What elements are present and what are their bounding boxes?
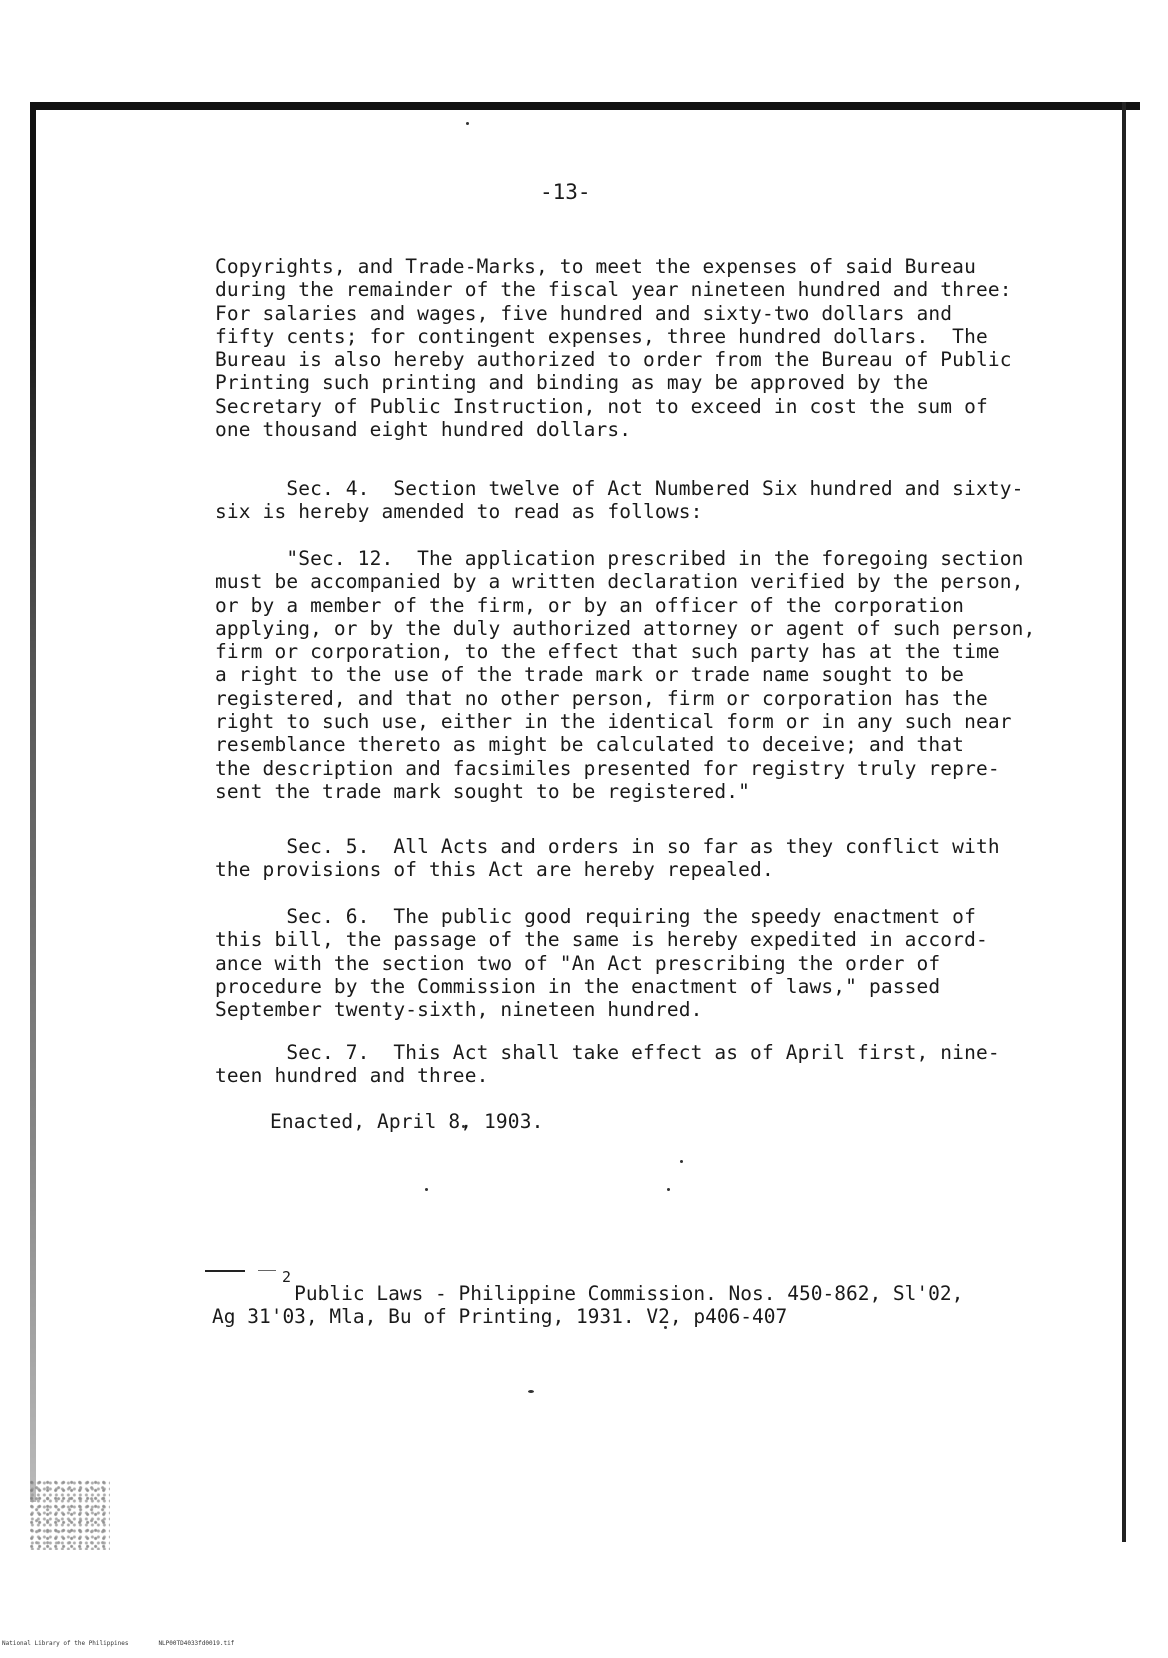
scan-dot bbox=[680, 1160, 683, 1163]
footer-filename: NLP00TD4033fd0019.tif bbox=[158, 1640, 235, 1647]
enactment-date: Enacted, April 8, 1903. bbox=[270, 1110, 544, 1133]
page-border-right bbox=[1122, 102, 1126, 1542]
scan-dot bbox=[667, 1188, 670, 1191]
paragraph-section-12-quote: "Sec. 12. The application prescribed in the foregoing section must be accompanied by a written declaration verified by the person, or by a member of the firm, or by an officer of the corporation applying, or by the duly authorized attorney or agent of such person, firm or corporation, to the effect that such party has at the time a right to the use of the trade mark or trade name sought to be registered, and that no other person, firm or corporation has the right to such use, either in the identical form or in any such near resemblance thereto as might be calculated to deceive; and that the description and facsimiles presented for registry truly repre- sent the trade mark sought to be registered." bbox=[215, 547, 1036, 803]
footnote-divider bbox=[205, 1270, 245, 1272]
paragraph-bureau-appropriation: Copyrights, and Trade-Marks, to meet the expenses of said Bureau during the remainder of the fiscal year nineteen hundred and three: For salaries and wages, five hundred and sixty-two dollars and fifty cents; for contingent expenses, three hundred dollars. The Bureau is also hereby authorized to order from the Bureau of Public Printing such printing and binding as may be approved by the Secretary of Public Instruction, not to exceed in cost the sum of one thousand eight hundred dollars. bbox=[215, 255, 1012, 442]
footnote-text: Public Laws - Philippine Commission. Nos. 450-862, Sl'02, Ag 31'03, Mla, Bu of Printing, 1931. V2, p406-407 bbox=[212, 1282, 964, 1329]
paragraph-section-5: Sec. 5. All Acts and orders in so far as they conflict with the provisions of this Act are hereby repealed. bbox=[215, 835, 1000, 882]
footnote-divider-short bbox=[258, 1270, 276, 1271]
page-number: -13- bbox=[540, 180, 591, 204]
paragraph-section-6: Sec. 6. The public good requiring the speedy enactment of this bill, the passage of the same is hereby expedited in accord- ance with the section two of "An Act prescribing the order of procedure by the Commission in the enactment of laws," passed September twenty-sixth, nineteen hundred. bbox=[215, 905, 988, 1022]
page-border-left bbox=[30, 102, 36, 1502]
scan-dot bbox=[466, 122, 469, 125]
scan-footer bbox=[2, 1640, 264, 1647]
scan-speckle bbox=[30, 1480, 110, 1550]
scan-dot bbox=[528, 1390, 534, 1393]
footer-library: National Library of the Philippines bbox=[2, 1640, 129, 1647]
footnote-marker: 2 bbox=[282, 1268, 292, 1286]
paragraph-section-4: Sec. 4. Section twelve of Act Numbered Six hundred and sixty- six is hereby amended to read as follows: bbox=[215, 477, 1024, 524]
page-border-top bbox=[30, 102, 1140, 110]
paragraph-section-7: Sec. 7. This Act shall take effect as of April first, nine- teen hundred and three. bbox=[215, 1041, 1000, 1088]
scan-dot bbox=[425, 1188, 428, 1191]
